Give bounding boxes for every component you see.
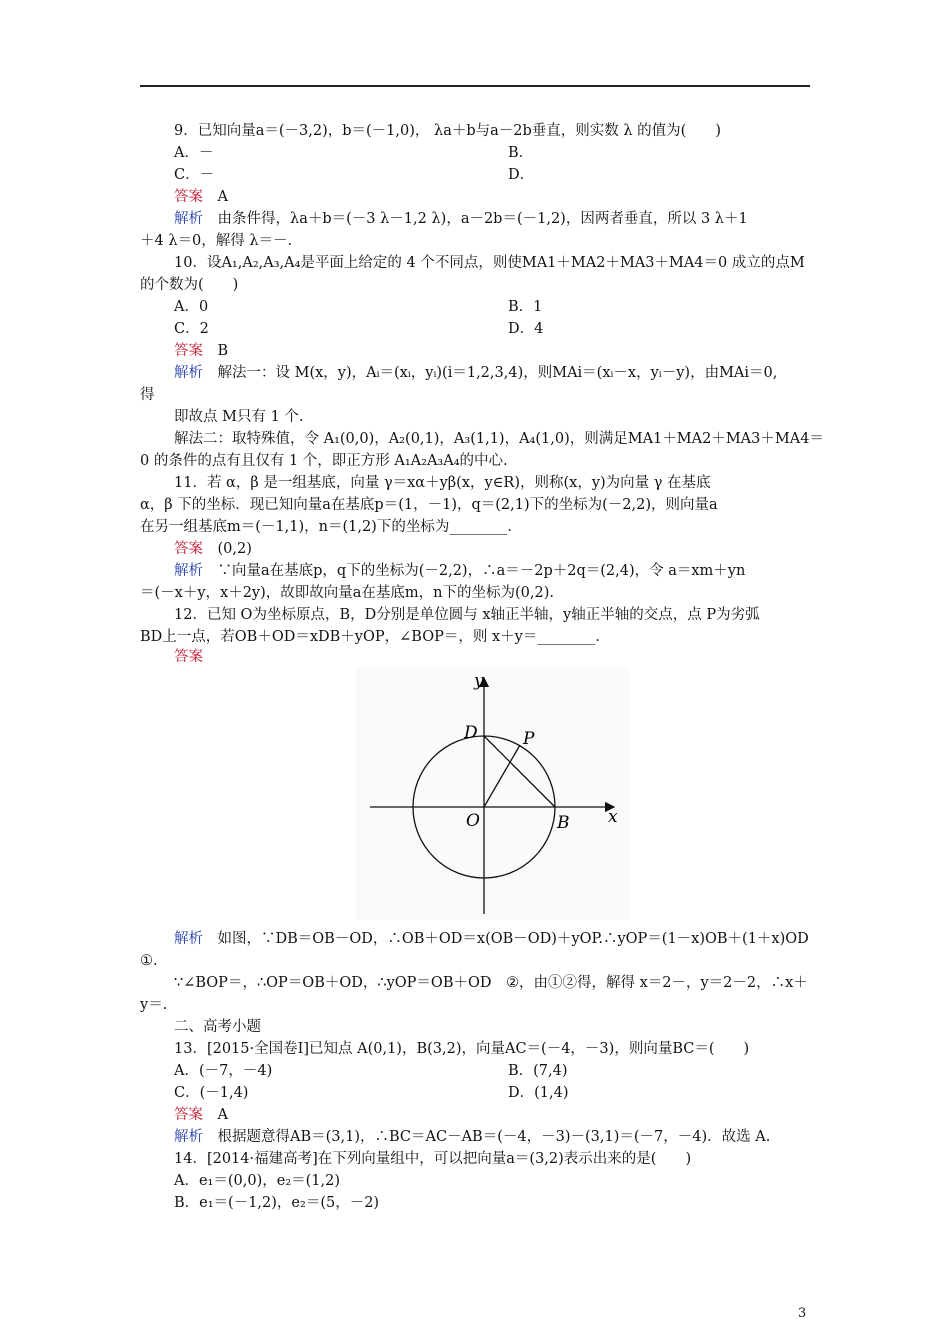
q10-option-c: C．2 <box>174 321 209 337</box>
q9-stem: 9．已知向量a＝(－3,2)，b＝(－1,0)， λa＋b与a－2b垂直，则实数 λ 的值为( ) <box>174 123 721 139</box>
q13-option-a: A．(－7，－4) <box>174 1063 273 1079</box>
page-number: 3 <box>798 1306 807 1321</box>
unit-circle-diagram <box>356 668 630 920</box>
analysis-text: 根据题意得AB＝(3,1)，∴BC＝AC－AB＝(－4，－3)－(3,1)＝(－7，－4)．故选 A. <box>217 1129 771 1145</box>
analysis-label: 解析 <box>174 211 203 227</box>
q10-option-a: A．0 <box>174 299 209 315</box>
q9-answer <box>174 186 810 208</box>
x-axis-label: x <box>608 807 618 827</box>
q11-stem-line-2: α，β 下的坐标．现已知向量a在基底p＝(1，－1)，q＝(2,1)下的坐标为(－2,2)，则向量a <box>140 497 718 513</box>
q14-option-b: B．e₁＝(－1,2)，e₂＝(5，－2) <box>174 1195 380 1211</box>
q10-analysis-line-3: 即故点 M只有 1 个. <box>174 409 304 425</box>
q10-option-d: D．4 <box>508 321 544 337</box>
q11-analysis-line-2: ＝(－x＋y，x＋2y)，故即故向量a在基底m，n下的坐标为(0,2). <box>140 585 554 601</box>
q14-option-a: A．e₁＝(0,0)，e₂＝(1,2) <box>174 1173 341 1189</box>
q10-analysis-line-2: 得 <box>140 387 155 403</box>
y-axis-label: y <box>474 671 484 691</box>
q12-stem-line-1: 12．已知 O为坐标原点，B，D分别是单位圆与 x轴正半轴，y轴正半轴的交点，点 P为劣弧 <box>174 607 760 623</box>
analysis-label: 解析 <box>174 1129 203 1145</box>
q9-option-c: C．－ <box>174 167 215 183</box>
q9-option-b: B． <box>508 145 534 161</box>
q13-option-d: D．(1,4) <box>508 1085 569 1101</box>
answer-value: (0,2) <box>217 541 252 557</box>
q13-option-c: C．(－1,4) <box>174 1085 249 1101</box>
q13-option-b: B．(7,4) <box>508 1063 568 1079</box>
point-b-label: B <box>557 813 570 833</box>
q11-stem-line-1: 11．若 α，β 是一组基底，向量 γ＝xα＋yβ(x，y∈R)，则称(x，y)为向量 γ 在基底 <box>174 475 711 491</box>
analysis-text: 如图，∵DB＝OB－OD，∴OB＋OD＝x(OB－OD)＋yOP.∴yOP＝(1－x)OB＋(1＋x)OD <box>217 931 809 947</box>
analysis-label: 解析 <box>174 931 203 947</box>
q12-analysis-line-1 <box>174 928 810 950</box>
analysis-text: ∵向量a在基底p，q下的坐标为(－2,2)，∴a＝－2p＋2q＝(2,4)，令 a＝xm＋yn <box>217 563 746 579</box>
q10-stem-line-1: 10．设A₁,A₂,A₃,A₄是平面上给定的 4 个不同点，则使MA1＋MA2＋MA3＋MA4＝0 成立的点M <box>174 255 805 271</box>
point-p-label: P <box>523 729 535 749</box>
q10-analysis-line-4: 解法二：取特殊值，令 A₁(0,0)，A₂(0,1)，A₃(1,1)，A₄(1,0)，则满足MA1＋MA2＋MA3＋MA4＝ <box>174 431 824 447</box>
header-rule <box>140 85 810 87</box>
q9-analysis-line-2: ＋4 λ＝0，解得 λ＝－. <box>140 233 293 249</box>
q10-answer <box>174 340 810 362</box>
unit-circle-figure <box>356 668 630 920</box>
q13-stem: 13．[2015·全国卷Ⅰ]已知点 A(0,1)，B(3,2)，向量AC＝(－4，－3)，则向量BC＝( ) <box>174 1041 750 1057</box>
q11-stem-line-3: 在另一组基底m＝(－1,1)，n＝(1,2)下的坐标为________． <box>140 519 522 535</box>
answer-value: B <box>217 343 229 359</box>
q10-analysis-line-5: 0 的条件的点有且仅有 1 个，即正方形 A₁A₂A₃A₄的中心. <box>140 453 508 469</box>
q10-stem-line-2: 的个数为( ) <box>140 277 239 293</box>
answer-label: 答案 <box>174 541 203 557</box>
answer-value: A <box>217 189 228 205</box>
answer-label: 答案 <box>174 1107 203 1123</box>
q10-analysis-line-1 <box>174 362 810 384</box>
point-d-label: D <box>464 723 478 743</box>
answer-label: 答案 <box>174 649 203 665</box>
q14-stem: 14．[2014·福建高考]在下列向量组中，可以把向量a＝(3,2)表示出来的是( ) <box>174 1151 692 1167</box>
q13-answer <box>174 1104 810 1126</box>
answer-label: 答案 <box>174 189 203 205</box>
section-heading: 二、高考小题 <box>174 1019 261 1035</box>
q9-option-d: D． <box>508 167 535 183</box>
q13-analysis <box>174 1126 810 1148</box>
answer-value: A <box>217 1107 228 1123</box>
q11-analysis-line-1 <box>174 560 810 582</box>
q11-answer <box>174 538 810 560</box>
analysis-text: 由条件得，λa＋b＝(－3 λ－1,2 λ)，a－2b＝(－1,2)，因两者垂直，所以 3 λ＋1 <box>217 211 748 227</box>
q9-option-a: A．－ <box>174 145 214 161</box>
analysis-label: 解析 <box>174 563 203 579</box>
q12-analysis-line-2: ①. <box>140 953 158 969</box>
answer-label: 答案 <box>174 343 203 359</box>
q10-option-b: B．1 <box>508 299 543 315</box>
analysis-text: 解法一：设 M(x，y)，Aᵢ＝(xᵢ，yᵢ)(i＝1,2,3,4)，则MAi＝(xᵢ－x，yᵢ－y)，由MAi＝0, <box>217 365 778 381</box>
analysis-label: 解析 <box>174 365 203 381</box>
q12-analysis-line-4: y＝. <box>140 997 168 1013</box>
q12-analysis-line-3: ∵∠BOP＝，∴OP＝OB＋OD，∴yOP＝OB＋OD ②，由①②得，解得 x＝2－，y＝2－2，∴x＋ <box>174 975 808 991</box>
q9-analysis-line-1 <box>174 208 810 230</box>
q12-answer <box>174 646 810 668</box>
point-o-label: O <box>466 811 480 831</box>
q12-stem-line-2: BD上一点，若OB＋OD＝xDB＋yOP，∠BOP＝，则 x＋y＝________． <box>140 629 610 645</box>
